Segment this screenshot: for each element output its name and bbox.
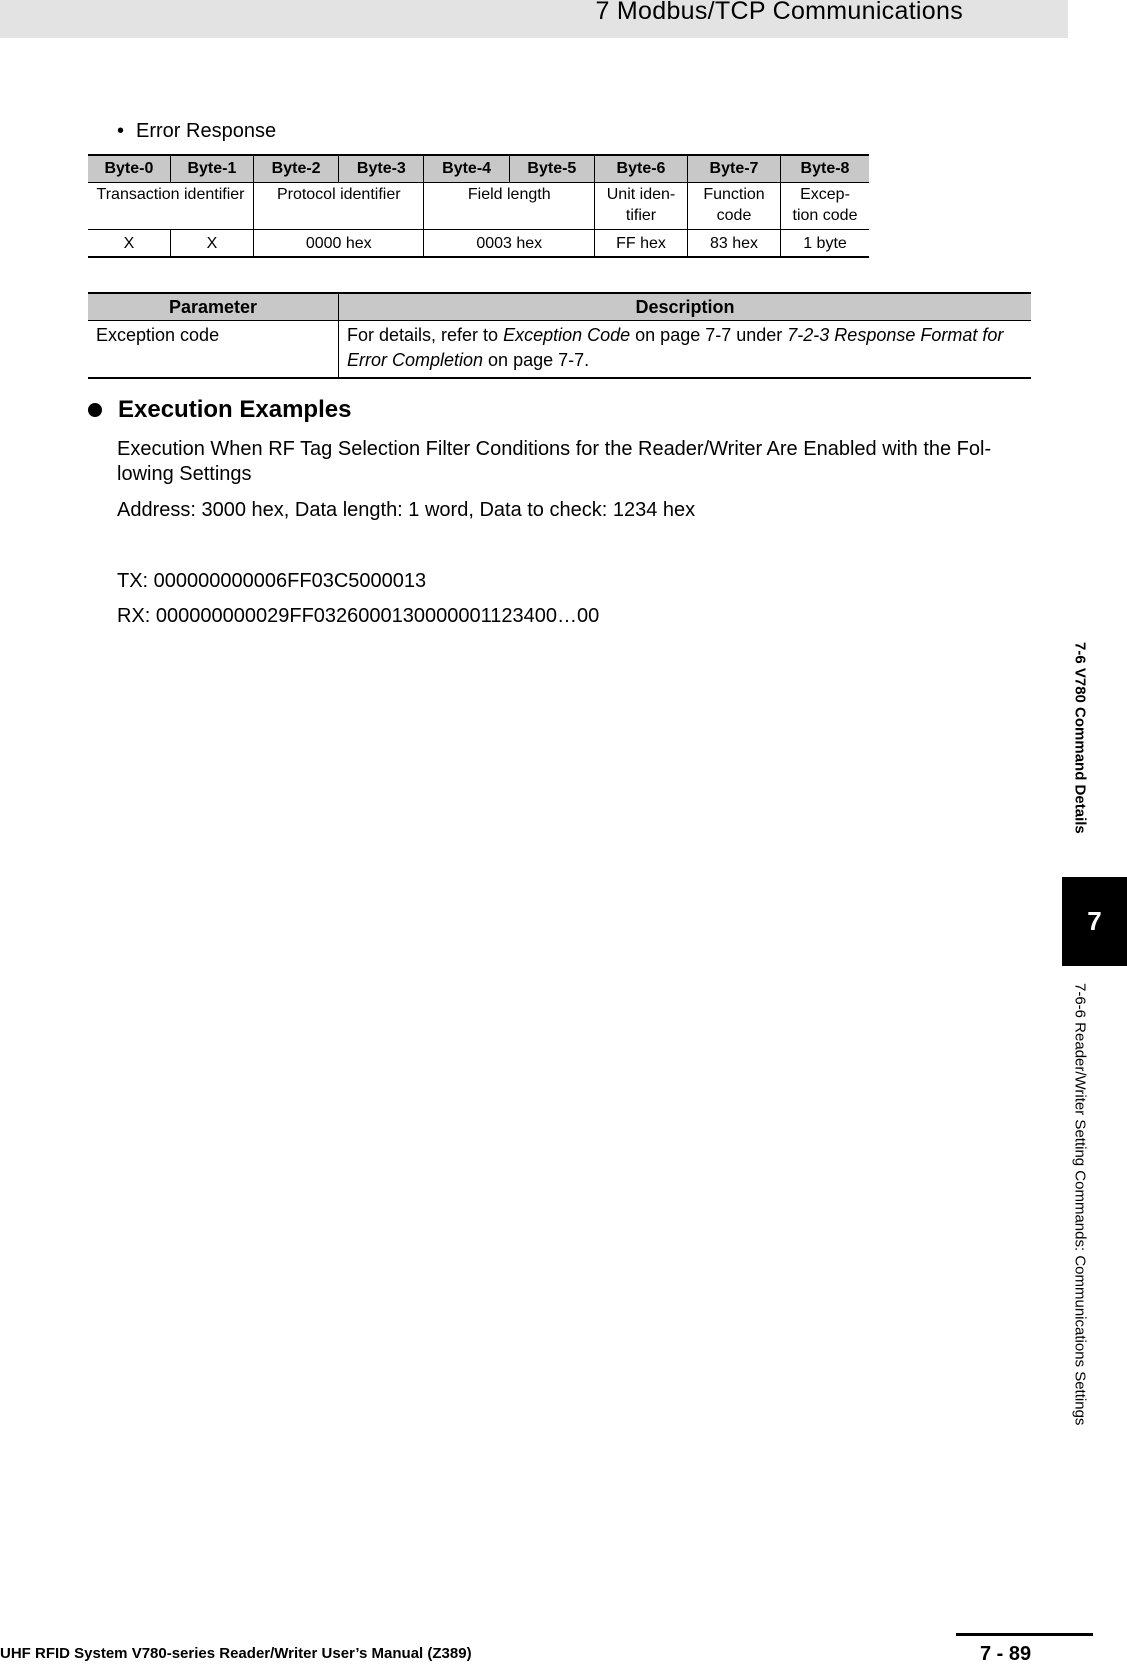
- parameter-name: Exception code: [88, 321, 339, 379]
- table-cell: 83 hex: [688, 230, 781, 258]
- column-header: Byte-2: [254, 155, 339, 183]
- reference-link: Exception Code: [503, 325, 631, 345]
- table-cell: Unit iden- tifier: [595, 183, 688, 230]
- table-cell: 1 byte: [781, 230, 870, 258]
- error-response-label: Error Response: [136, 120, 277, 142]
- page-number: 7 - 89: [980, 1643, 1032, 1665]
- footer-rule: [956, 1633, 1093, 1636]
- table-cell: FF hex: [595, 230, 688, 258]
- section-heading: [88, 396, 351, 424]
- chapter-tab: 7: [1062, 877, 1127, 966]
- column-header: Byte-0: [88, 155, 170, 183]
- table-row: [88, 183, 869, 230]
- section-title: Execution Examples: [118, 396, 352, 423]
- parameter-description: For details, refer to Exception Code on page 7-7 under 7-2-3 Response Format for Error Completion on page 7-7.: [339, 321, 1032, 379]
- column-header: Description: [339, 293, 1032, 321]
- table-cell: Protocol identifier: [254, 183, 424, 230]
- column-header: Byte-1: [170, 155, 253, 183]
- table-cell: Field length: [424, 183, 595, 230]
- table-cell: Function code: [688, 183, 781, 230]
- table-cell: Excep- tion code: [781, 183, 870, 230]
- rx-line: RX: 000000000029FF0326000130000001123400…00: [117, 605, 600, 627]
- column-header: Byte-4: [424, 155, 509, 183]
- page-header: [0, 0, 1068, 38]
- table-cell: 0003 hex: [424, 230, 595, 258]
- error-response-frame-table: [88, 154, 869, 258]
- table-header-row: [88, 293, 1031, 321]
- table-header-row: [88, 155, 869, 183]
- side-subsection-label: 7-6-6 Reader/Writer Setting Commands: Communications Settings: [1071, 983, 1089, 1426]
- bullet-icon: •: [117, 120, 125, 142]
- table-cell: Transaction identifier: [88, 183, 254, 230]
- error-response-heading: [117, 120, 276, 143]
- column-header: Byte-7: [688, 155, 781, 183]
- table-cell: 0000 hex: [254, 230, 424, 258]
- table-row: [88, 230, 869, 258]
- tx-line: TX: 000000000006FF03C5000013: [117, 570, 427, 592]
- chapter-title: 7 Modbus/TCP Communications: [595, 0, 963, 25]
- column-header: Byte-6: [595, 155, 688, 183]
- reference-link: 7-2-3 Response Format for Error Completion: [347, 325, 1004, 370]
- table-cell: X: [88, 230, 170, 258]
- table-row: [88, 321, 1031, 379]
- parameter-table: [88, 292, 1031, 379]
- paragraph: Address: 3000 hex, Data length: 1 word, Data to check: 1234 hex: [117, 499, 696, 521]
- bullet-disc-icon: [88, 403, 102, 417]
- table-cell: X: [170, 230, 253, 258]
- column-header: Byte-3: [339, 155, 424, 183]
- column-header: Byte-8: [781, 155, 870, 183]
- side-section-label: 7-6 V780 Command Details: [1071, 642, 1089, 834]
- column-header: Byte-5: [509, 155, 594, 183]
- manual-title: UHF RFID System V780-series Reader/Writer User’s Manual (Z389): [0, 1645, 472, 1662]
- column-header: Parameter: [88, 293, 339, 321]
- paragraph: Execution When RF Tag Selection Filter Conditions for the Reader/Writer Are Enabled with the Fol-lowing Settings: [117, 438, 992, 485]
